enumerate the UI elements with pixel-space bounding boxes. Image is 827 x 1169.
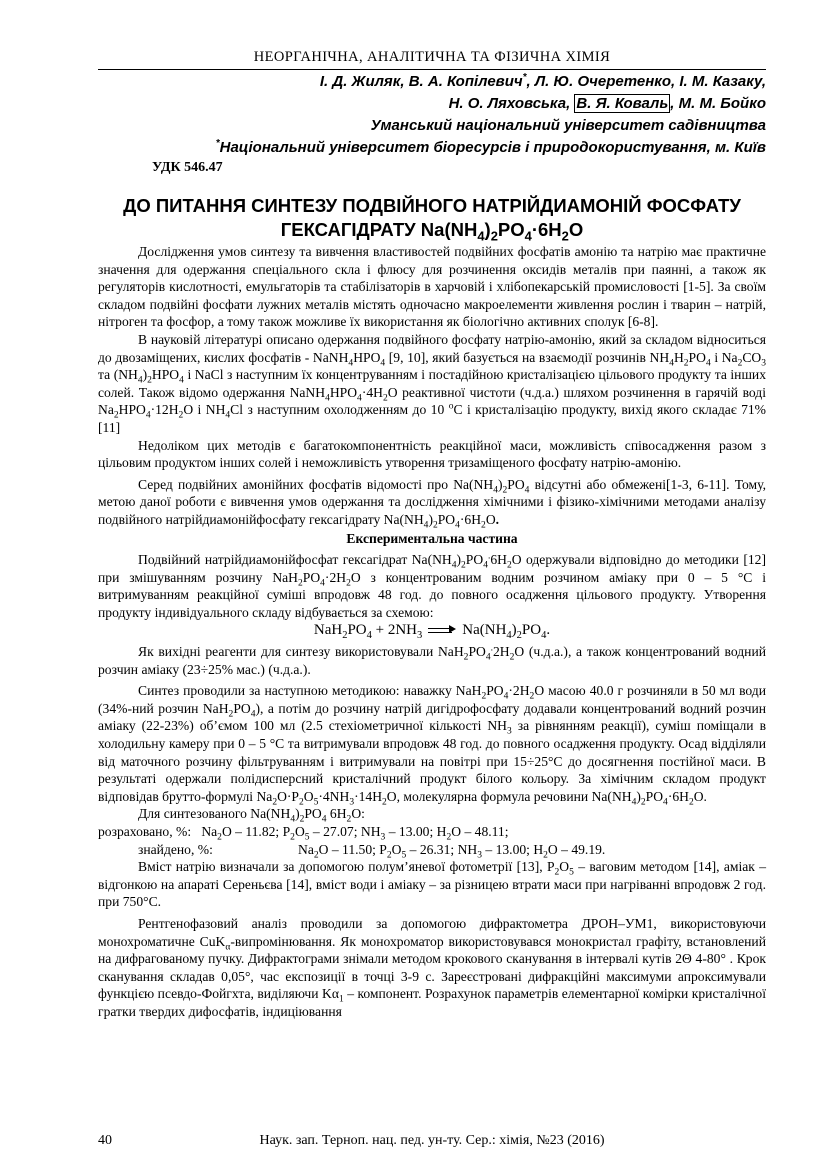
paragraph: Як вихідні реагенти для синтезу використовували $NaH_2PO_4^.2H_2O$ (ч.д.а.), а також концентрований водний розчин аміаку (23÷25% мас.) (ч.д.а.). — [98, 643, 766, 677]
paragraph: Дослідження умов синтезу та вивчення властивостей подвійних фосфатів амонію та натрію має практичне значення для одержання спеціального скла і флюсу для розчинення оксидів металів при паянні, а також як регуляторів кислотності, емульгаторів та стабілізаторів в харчовій і хлібопекарській промисловості [1-5]. За своїм складом подвійні фосфати лужних металів містять одночасно макроелементи живлення рослин і тварин – натрій, нітроген та фосфор, а тому також можливе їх використання як біологічно активних сполук [6-8]. — [98, 244, 766, 330]
found-label: знайдено, %: — [138, 841, 213, 857]
calc-label: розраховано, %: — [98, 824, 192, 839]
page-number: 40 — [98, 1133, 112, 1148]
article-body — [98, 243, 766, 1021]
affiliation-mark: * — [522, 72, 527, 83]
paragraph: Вміст натрію визначали за допомогою полум’яневої фотометрії [13], $P_2O_5$ – ваговим методом [14], аміак – відгонкою на апараті Сереньєва [14], вміст води і аміаку – за різницею втрати маси при нагріванні впродовж 2 год. при 750°С. — [98, 859, 766, 910]
equilibrium-arrow-icon — [428, 626, 456, 636]
authors-part: , М. М. Бойко — [670, 95, 766, 112]
authors-part: Н. О. Ляховська, — [448, 95, 575, 112]
author-line-2 — [98, 93, 766, 115]
author-block — [98, 71, 766, 159]
author-line-1 — [98, 71, 766, 93]
paragraph: Недоліком цих методів є багатокомпонентність реакційної маси, можливість співосадження разом з цільовим продуктом інших солей і неможливість утворення тризаміщеного фосфату натрію-амонію. — [98, 437, 766, 471]
paragraph: Синтез проводили за наступною методикою: наважку $NaH_2PO_4\cdot 2H_2O$ масою 40.0 г розчиняли в 50 мл води (34%-ний розчин $NaH_2PO_4$), а потім до розчину натрій дигідрофосфату додавали концентрований водний розчин аміаку (22-23%) об’ємом 100 мл (2.5 стехіометричної кількості $NH_3$ за рівнянням реакції), суміш поміщали в холодильну камеру при 0 – 5 °С та витримували впродовж 48 год. до повного осадження продукту. Осад відділяли від маточного розчину фільтруванням і витримували на повітрі при 15÷25°С до досягнення постійної маси. В результаті одержали полідисперсний кристалічний продукт білого кольору. За хімічним складом продукт відповідав брутто-формулі $Na_2O\cdot P_2O_5\cdot 4NH_3\cdot 14H_2O$, молекулярна формула речовини $Na(NH_4)_2PO_4\cdot 6H_2O$. — [98, 683, 766, 808]
affiliation-2 — [98, 137, 766, 159]
reaction-equation: $NaH_2PO_4 + 2NH_3$ $Na(NH_4)_2PO_4$. — [313, 622, 551, 642]
authors-part: І. Д. Жиляк, В. А. Копілевич — [319, 73, 523, 90]
title-line-2: ГЕКСАГІДРАТУ $Na(NH_4)_2PO_4\cdot 6H_2O$ — [280, 219, 584, 244]
results-calculated: розраховано, %: $Na_2O - 11.82$; $P_2O_5 - 27.07$; $NH_3 - 13.00$; $H_2O - 48.11$; — [98, 824, 509, 843]
paragraph: Рентгенофазовий аналіз проводили за допомогою дифрактометра ДРОН–УМ1, використовуючи монохроматичне CuK$_\alpha$-випромінювання. Як монохроматор використовувався монокристал графіту, встановлений на дифрагованому пучку. Дифрактограми знімали методом крокового сканування в інтервалі кутів 2Θ 4-80° . Крок сканування складав 0,05°, час експозиції в точці 3-9 с. Зареєстровані дифракційні максимуми апроксимували функцією псевдо-Фойгхта, виділяючи $K\alpha_1$ – компонент. Розрахунок параметрів елементарної комірки кристалічної гратки твердих дифосфатів, індиціювання — [98, 915, 766, 1019]
paragraph: Серед подвійних амонійних фосфатів відомості про $Na(NH_4)_2PO_4$ відсутні або обмежені[1-3, 6-11]. Тому, метою даної роботи є вивчення умов одержання та дослідження хімічними і фізико-хімічними методами аналізу подвійного натрійдиамонійфосфату гексагідрату $Na(NH_4)_2PO_4\cdot 6H_2O$. — [98, 476, 766, 531]
title-line-1: ДО ПИТАННЯ СИНТЕЗУ ПОДВІЙНОГО НАТРІЙДИАМОНІЙ ФОСФАТУ — [123, 195, 741, 216]
affiliation-mark: * — [215, 138, 220, 149]
running-header: НЕОРГАНІЧНА, АНАЛІТИЧНА ТА ФІЗИЧНА ХІМІЯ — [253, 49, 611, 65]
journal-reference: Наук. зап. Терноп. нац. пед. ун-ту. Сер.: хімія, №23 (2016) — [259, 1133, 605, 1148]
affiliation-text: Національний університет біоресурсів і природокористування, м. Київ — [219, 139, 766, 156]
paragraph: В науковій літературі описано одержання подвійного фосфату натрію-амонію, який за складом відноситься до двозаміщених, кислих фосфатів - $NaNH_4HPO_4$ [9, 10], який базується на взаємодії розчинів $NH_4H_2PO_4$ і $Na_2CO_3$ та $(NH_4)_2HPO_4$ і NaCl з наступним їх концентруванням і постадійною кристалізацією цільового продукту та інших солей. Також відомо одержання $NaNH_4HPO_4\cdot 4H_2O$ реактивної чистоти (ч.д.а.) шляхом розчинення в гарячій воді $Na_2HPO_4\cdot 12H_2O$ і $NH_4Cl$ з наступним охолодженням до 10 $^o$C і кристалізацію продукту, вихід якого складає 71% [11] — [98, 331, 766, 435]
paragraph: Подвійний натрійдиамонійфосфат гексагідрат $Na(NH_4)_2PO_4^.6H_2O$ одержували відповідно до методики [12] при змішуванням розчину $NaH_2PO_4\cdot 2H_2O$ з концентрованим водним розчином аміаку при 0 – 5 °С і витримуванням реакційної суміші впродовж 48 год. до повного осадження цільового продукту. Утворення продукту індивідуального складу відбувається за схемою: — [98, 551, 766, 620]
affiliation-1: Уманський національний університет садівництва — [370, 117, 766, 134]
results-found: знайдено, %: $Na_2O - 11.50$; $P_2O_5 - 26.31$; $NH_3 - 13.00$; $H_2O - 49.19$. — [138, 841, 606, 861]
article-title — [98, 194, 766, 242]
boxed-author: В. Я. Коваль — [576, 95, 669, 112]
authors-part: , Л. Ю. Очеретенко, І. М. Казаку, — [526, 73, 766, 90]
section-heading: Експериментальна частина — [346, 530, 518, 546]
udc-code: УДК 546.47 — [152, 160, 223, 175]
results-intro: Для синтезованого $Na(NH_4)_2PO_4$ $6H_2O$: — [138, 806, 365, 826]
header-divider — [98, 69, 766, 70]
